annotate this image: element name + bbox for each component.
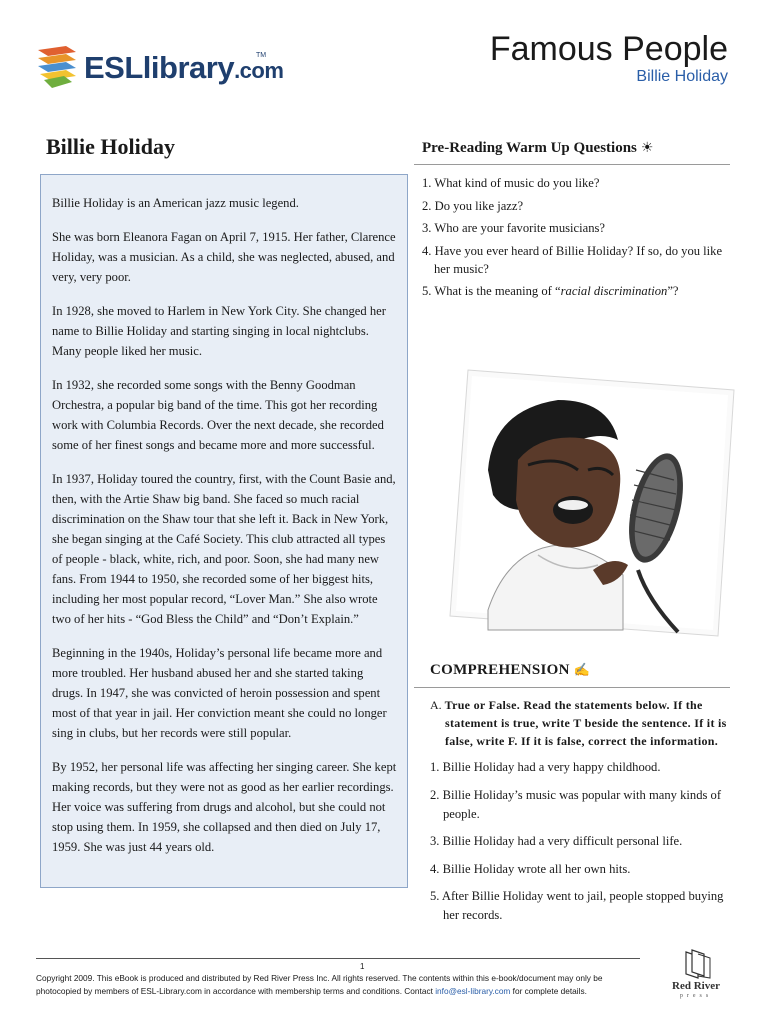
copyright-notice: Copyright 2009. This eBook is produced and distributed by Red River Press Inc. All rights reserved. The contents within this e-book/document may only be photocopied by members of ESL-Library.com in accordance with membership terms and conditions. Contact info@esl-library.com for complete details. xyxy=(36,973,603,996)
reading-paragraph: In 1937, Holiday toured the country, first, with the Count Basie and, then, with the Artie Shaw big band. She faced so much racial discrimination on the Shaw tour that she left it. Back in New York, she began singing at the Café Society. This club attracted all types of people - black, white, rich, and poor. Soon, she had many new fans. From 1944 to 1950, she recorded some of her biggest hits, including her most popular record, “Lover Man.” She also wrote two of her hits - “God Bless the Child” and “Don’t Explain.” xyxy=(52,472,396,626)
esl-library-logo xyxy=(36,44,284,94)
publisher-name: Red River xyxy=(672,980,720,992)
list-item: 2. Do you like jazz? xyxy=(422,198,524,213)
list-item: 5. What is the meaning of “racial discrimination”? xyxy=(422,284,679,299)
list-item: 3. Who are your favorite musicians? xyxy=(422,221,606,236)
trademark-mark: TM xyxy=(256,52,267,59)
prereading-questions xyxy=(422,174,738,305)
section-divider xyxy=(414,164,730,165)
reading-title: Billie Holiday xyxy=(46,134,175,159)
pencil-icon: ✍ xyxy=(573,662,591,677)
reading-paragraph: Billie Holiday is an American jazz music legend. xyxy=(52,196,299,210)
reading-paragraph: She was born Eleanora Fagan on April 7, 1915. Her father, Clarence Holiday, was a musician. As a child, she was neglected, abused, and very, very poor. xyxy=(52,230,396,284)
lesson-subtitle: Billie Holiday xyxy=(636,68,728,85)
comprehension-instructions: A. True or False. Read the statements below. If the statement is true, write T beside the sentence. If it is false, write F. If it is false, correct the information. xyxy=(430,698,727,748)
singer-illustration xyxy=(448,360,738,640)
comprehension-heading: COMPREHENSION ✍ xyxy=(430,662,591,678)
section-divider xyxy=(414,687,730,688)
series-title: Famous People xyxy=(489,30,728,68)
reading-paragraph: By 1952, her personal life was affecting her singing career. She kept making records, but they were not as good as her earlier recordings. Her voice was suffering from drugs and alcohol, but she could not stop using them. In 1959, she collapsed and then died on July 17, 1959. She was just 44 years old. xyxy=(52,760,397,854)
sun-icon: ☀ xyxy=(640,141,654,156)
list-item: 4. Billie Holiday wrote all her own hits. xyxy=(430,861,631,876)
reading-paragraph: Beginning in the 1940s, Holiday’s personal life became more and more troubled. Her husband abused her and she started taking drugs. In 1947, she was convicted of heroin possession and spent most of that year in jail. Her conviction meant she could no longer sing in clubs, but her records were still popular. xyxy=(52,646,387,740)
list-item: 1. Billie Holiday had a very happy childhood. xyxy=(430,760,661,774)
reading-passage xyxy=(40,174,408,888)
reading-paragraph: In 1932, she recorded some songs with the Benny Goodman Orchestra, a popular big band of the time. This got her recording work with Columbia Records. Over the next decade, she recorded some of her finest songs and became more and more successful. xyxy=(52,378,384,452)
true-false-statements xyxy=(430,758,730,934)
list-item: 2. Billie Holiday’s music was popular with many kinds of people. xyxy=(430,787,722,821)
prereading-heading: Pre-Reading Warm Up Questions ☀ xyxy=(422,140,654,156)
page-number: 1 xyxy=(360,962,365,971)
publisher-press: press xyxy=(679,993,713,999)
list-item: 4. Have you ever heard of Billie Holiday? If so, do you like her music? xyxy=(422,243,723,276)
logo-wordmark: ESLlibrary.com xyxy=(84,50,284,85)
reading-paragraph: In 1928, she moved to Harlem in New York City. She changed her name to Billie Holiday and starting singing in local nightclubs. Many people liked her music. xyxy=(52,304,386,358)
contact-email-link[interactable]: info@esl-library.com xyxy=(435,986,511,996)
list-item: 1. What kind of music do you like? xyxy=(422,176,600,190)
books-logo-icon xyxy=(36,44,80,90)
list-item: 5. After Billie Holiday went to jail, people stopped buying her records. xyxy=(430,889,724,922)
list-item: 3. Billie Holiday had a very difficult personal life. xyxy=(430,834,683,848)
footer-divider xyxy=(36,958,640,959)
